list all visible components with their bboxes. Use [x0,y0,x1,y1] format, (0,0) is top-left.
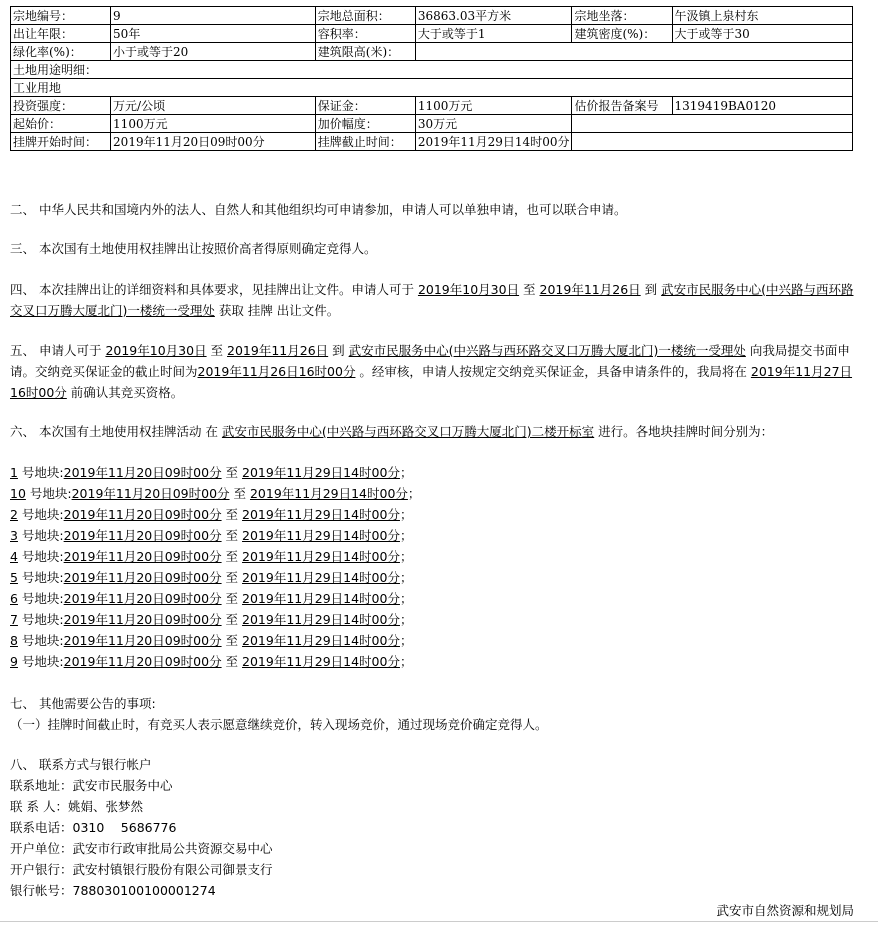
plot-end: 2019年11月29日14时00分 [242,654,400,669]
plot-start: 2019年11月20日09时00分 [63,654,222,669]
plot-number: 5 [10,570,18,585]
plot-label: 号地块: [17,633,64,648]
list-item [10,609,420,630]
table-row [11,7,853,25]
list-item [10,651,420,672]
label-listing-start: 挂牌开始时间： [11,133,111,151]
plot-tail: ； [399,528,413,543]
plot-label: 号地块: [17,507,64,522]
plot-tail: ； [399,570,413,585]
plot-start: 2019年11月20日09时00分 [63,465,222,480]
plot-end: 2019年11月29日14时00分 [242,528,400,543]
plot-start: 2019年11月20日09时00分 [63,507,222,522]
value-building-density: 大于或等于30 [672,25,852,43]
plot-number: 7 [10,612,18,627]
s6-text-b: 进行。各地块挂牌时间分别为： [594,424,774,439]
label-height-limit: 建筑限高(米)： [315,43,415,61]
plot-number: 6 [10,591,18,606]
plot-label: 号地块: [17,528,64,543]
s5-deposit-deadline: 2019年11月26日16时00分 [197,364,356,379]
plot-tail: ； [399,549,413,564]
plot-tail: ； [399,591,413,606]
account-unit: 开户单位：武安市行政审批局公共资源交易中心 [10,841,273,856]
s5-text-a: 五、 申请人可于 [10,343,106,358]
plot-number: 8 [10,633,18,648]
section-6 [10,421,858,442]
plot-label: 号地块: [17,591,64,606]
plot-start: 2019年11月20日09时00分 [71,486,230,501]
s4-text-a: 四、 本次挂牌出让的详细资料和具体要求，见挂牌出让文件。申请人可于 [10,282,418,297]
table-row [11,43,853,61]
label-parcel-no: 宗地编号： [11,7,111,25]
table-row [11,79,853,97]
s6-place: 武安市民服务中心(中兴路与西环路交叉口万腾大厦北门)二楼开标室 [221,424,595,439]
plot-tail: ； [399,465,413,480]
divider [0,921,878,922]
plot-number: 3 [10,528,18,543]
plot-end: 2019年11月29日14时00分 [242,465,400,480]
value-height-limit [415,43,852,61]
plot-start: 2019年11月20日09时00分 [63,612,222,627]
s4-text-b: 至 [519,282,540,297]
s5-text-b: 至 [206,343,228,358]
s4-date-end: 2019年11月26日 [539,282,641,297]
plot-start: 2019年11月20日09时00分 [63,633,222,648]
s5-text-c: 到 [328,343,349,358]
plot-end: 2019年11月29日14时00分 [242,507,400,522]
s6-text-a: 六、 本次国有土地使用权挂牌活动 在 [10,424,222,439]
plot-end: 2019年11月29日14时00分 [249,486,408,501]
plot-to: 至 [221,570,243,585]
plot-to: 至 [221,654,243,669]
label-building-density: 建筑密度(%)： [572,25,672,43]
label-land-use-detail: 土地用途明细： [11,61,853,79]
list-item [10,504,420,525]
section-7-title: 七、 其他需要公告的事项: [10,696,156,711]
contact-address: 联系地址：武安市民服务中心 [10,778,173,793]
plot-number: 1 [10,465,18,480]
plot-tail: ； [399,633,413,648]
plot-number: 10 [10,486,26,501]
plot-to: 至 [221,633,243,648]
section-2-text: 二、 中华人民共和国境内外的法人、自然人和其他组织均可申请参加，申请人可以单独申请，也可以联合申请。 [10,202,627,217]
plot-tail: ； [399,612,413,627]
s4-text-d: 获取 挂牌 出让文件。 [214,303,340,318]
section-4 [10,279,858,321]
section-5-text [10,340,858,403]
value-listing-start: 2019年11月20日09时00分 [111,133,316,151]
label-investment: 投资强度： [11,97,111,115]
empty-cell [572,133,853,151]
value-green-rate: 小于或等于20 [111,43,316,61]
s4-date-start: 2019年10月30日 [417,282,520,297]
value-start-price: 1100万元 [111,115,316,133]
value-term: 50年 [111,25,316,43]
plot-to: 至 [221,465,243,480]
label-deposit: 保证金： [315,97,415,115]
list-item [10,525,420,546]
plot-to: 至 [221,528,243,543]
section-2 [10,199,858,220]
section-8-title: 八、 联系方式与银行帐户 [10,757,152,772]
plot-number: 4 [10,549,18,564]
plot-start: 2019年11月20日09时00分 [63,528,222,543]
list-item [10,630,420,651]
contact-person: 联 系 人：姚娟、张梦然 [10,799,143,814]
list-item [10,462,420,483]
plot-label: 号地块: [25,486,72,501]
plot-label: 号地块: [17,465,64,480]
plot-to: 至 [221,612,243,627]
s5-qualification-date: 2019年11月27日16时00分 [10,364,853,400]
plot-to: 至 [221,549,243,564]
plot-to: 至 [229,486,250,501]
empty-cell [572,115,853,133]
section-8 [10,754,858,901]
issuer-signature: 武安市自然资源和规划局 [716,903,854,918]
s5-text-e: 。经审核，申请人按规定交纳竞买保证金，具备申请条件的，我局将在 [355,364,751,379]
plot-start: 2019年11月20日09时00分 [63,549,222,564]
value-location: 午汲镇上泉村东 [672,7,852,25]
plot-start: 2019年11月20日09时00分 [63,570,222,585]
section-4-text [10,279,858,321]
section-7 [10,693,858,735]
s4-text-c: 到 [640,282,662,297]
table-row [11,61,853,79]
s5-date-end: 2019年11月26日 [227,343,329,358]
s5-date-start: 2019年10月30日 [105,343,207,358]
label-term: 出让年限： [11,25,111,43]
table-row [11,25,853,43]
plot-end: 2019年11月29日14时00分 [242,612,400,627]
section-6-text [10,421,858,442]
s5-text-d: 向我局提交书面申请。交纳竞买保证金的截止时间为 [10,343,850,379]
plot-number: 2 [10,507,18,522]
plot-end: 2019年11月29日14时00分 [242,633,400,648]
section-5 [10,340,858,403]
plot-label: 号地块: [17,654,64,669]
section-7-item: （一）挂牌时间截止时，有竞买人表示愿意继续竞价，转入现场竞价，通过现场竞价确定竞得人。 [10,717,548,732]
label-listing-end: 挂牌截止时间： [315,133,415,151]
section-3-text: 三、 本次国有土地使用权挂牌出让按照价高者得原则确定竞得人。 [10,241,377,256]
account-bank: 开户银行：武安村镇银行股份有限公司御景支行 [10,862,273,877]
plot-label: 号地块: [17,549,64,564]
plot-end: 2019年11月29日14时00分 [242,549,400,564]
value-plot-ratio: 大于或等于1 [415,25,572,43]
list-item [10,546,420,567]
label-appraisal-no: 估价报告备案号 [572,97,672,115]
plot-number: 9 [10,654,18,669]
plot-start: 2019年11月20日09时00分 [63,591,222,606]
plot-tail: ； [399,654,413,669]
table-row [11,97,853,115]
plot-label: 号地块: [17,612,64,627]
label-green-rate: 绿化率(%)： [11,43,111,61]
value-total-area: 36863.03平方米 [415,7,572,25]
plot-end: 2019年11月29日14时00分 [242,570,400,585]
plot-schedule-list [10,462,420,672]
plot-end: 2019年11月29日14时00分 [242,591,400,606]
label-increment: 加价幅度： [315,115,415,133]
value-parcel-no: 9 [111,7,316,25]
value-land-use: 工业用地 [11,79,853,97]
value-increment: 30万元 [415,115,572,133]
table-row [11,133,853,151]
plot-tail: ； [407,486,421,501]
section-3 [10,238,858,259]
s4-place: 武安市民服务中心(中兴路与西环路交叉口万腾大厦北门)一楼统一受理处 [10,282,854,318]
value-deposit: 1100万元 [415,97,572,115]
label-start-price: 起始价： [11,115,111,133]
table-row [11,115,853,133]
plot-to: 至 [221,591,243,606]
plot-tail: ； [399,507,413,522]
plot-label: 号地块: [17,570,64,585]
label-plot-ratio: 容积率： [315,25,415,43]
s5-text-f: 前确认其竞买资格。 [66,385,184,400]
value-investment: 万元/公顷 [111,97,316,115]
plot-to: 至 [221,507,243,522]
parcel-info-table [10,6,853,151]
account-number: 银行帐号：788030100100001274 [10,883,216,898]
list-item [10,588,420,609]
s5-place: 武安市民服务中心(中兴路与西环路交叉口万腾大厦北门)一楼统一受理处 [348,343,746,358]
label-total-area: 宗地总面积： [315,7,415,25]
contact-phone: 联系电话：0310 5686776 [10,820,177,835]
list-item [10,567,420,588]
value-appraisal-no: 1319419BA0120 [672,97,852,115]
value-listing-end: 2019年11月29日14时00分 [415,133,572,151]
list-item [10,483,420,504]
label-location: 宗地坐落： [572,7,672,25]
